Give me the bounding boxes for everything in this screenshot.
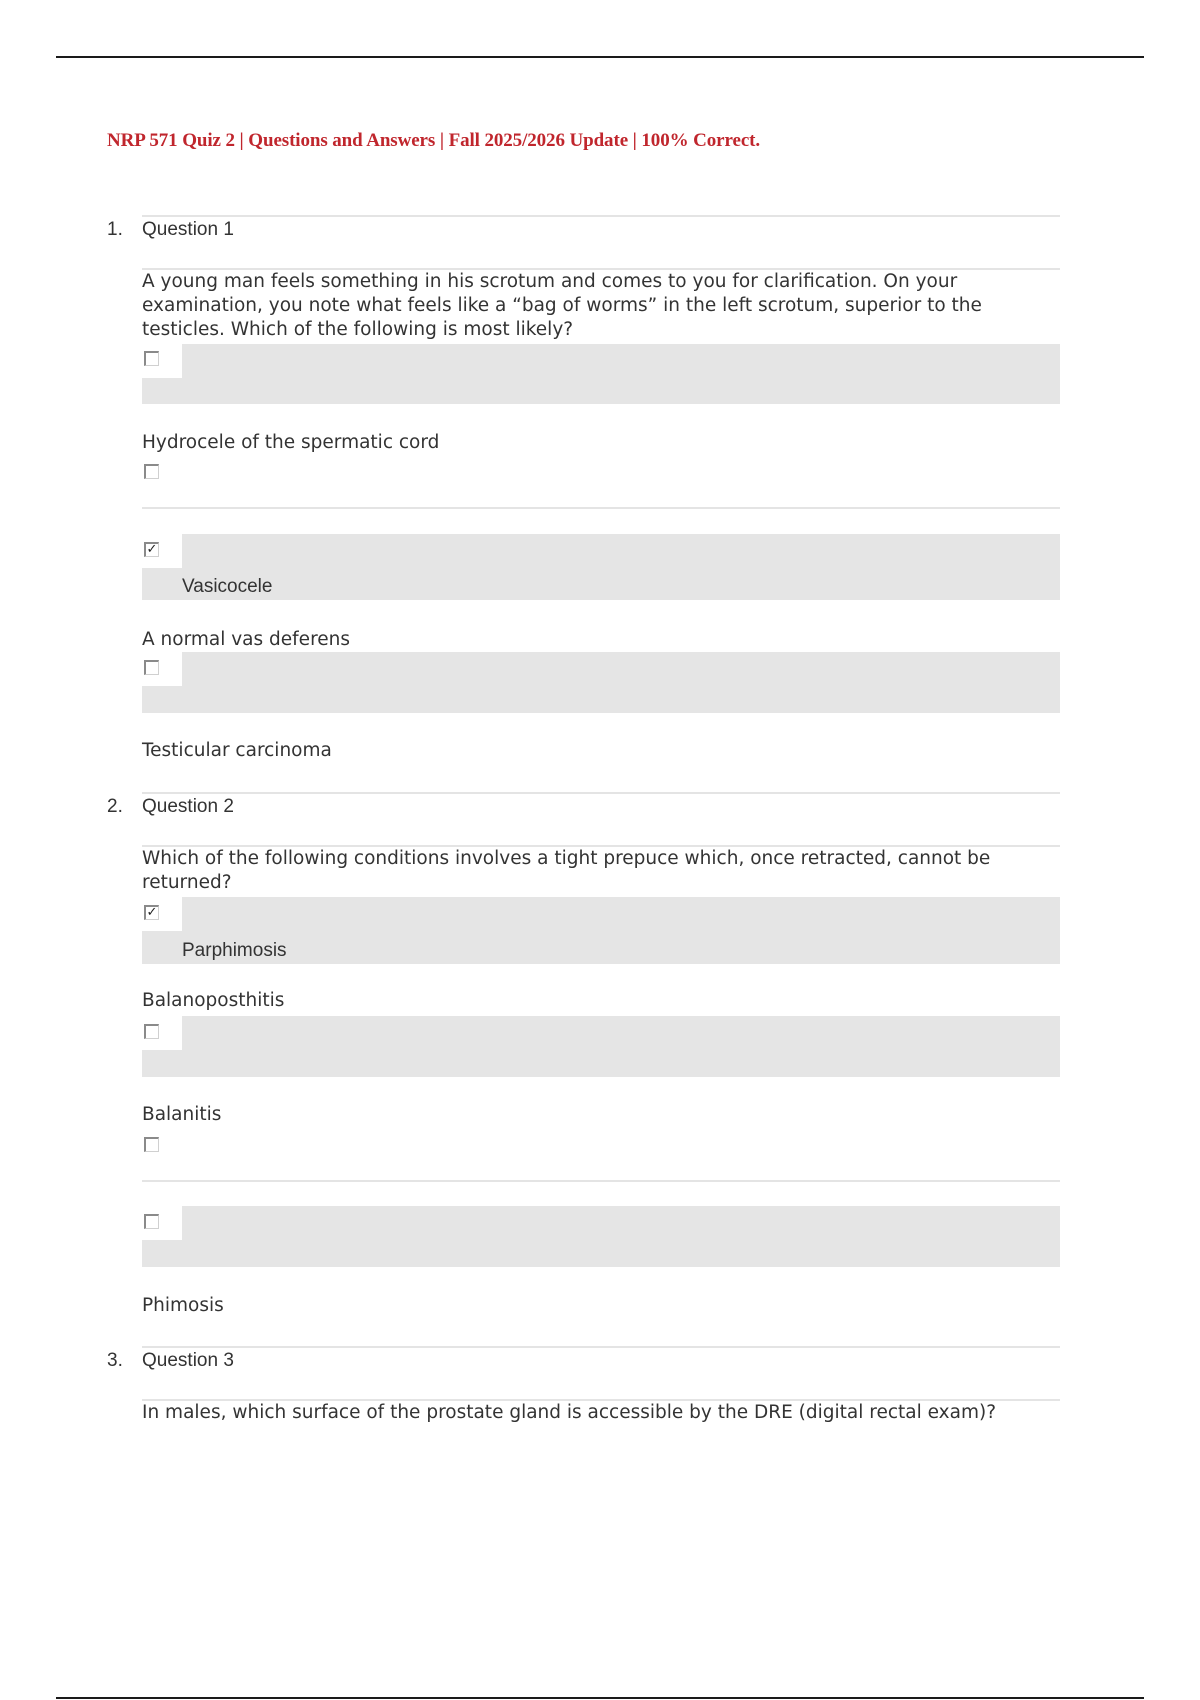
- option-divider: [142, 507, 1060, 509]
- option-band: [142, 652, 1060, 713]
- option-label: Hydrocele of the spermatic cord: [142, 432, 440, 453]
- option-label: Testicular carcinoma: [142, 740, 332, 761]
- option-checkbox-checked[interactable]: ✓: [144, 542, 159, 557]
- question-prompt: Which of the following conditions involves a tight prepuce which, once retracted, cannot be returned?: [142, 848, 991, 893]
- option-divider: [142, 1180, 1060, 1182]
- option-band-selected: [142, 534, 1060, 600]
- question-title: Question 1: [142, 219, 234, 240]
- document-title: NRP 571 Quiz 2 | Questions and Answers | Fall 2025/2026 Update | 100% Correct.: [107, 130, 761, 151]
- option-checkbox[interactable]: [144, 464, 159, 479]
- option-checkbox[interactable]: [144, 1214, 159, 1229]
- option-checkbox[interactable]: [144, 1137, 159, 1152]
- option-checkbox[interactable]: [144, 660, 159, 675]
- question-prompt: In males, which surface of the prostate gland is accessible by the DRE (digital rectal exam)?: [142, 1402, 997, 1423]
- question-title: Question 2: [142, 796, 234, 817]
- option-label: Phimosis: [142, 1295, 224, 1316]
- option-label: A normal vas deferens: [142, 629, 351, 650]
- page-top-rule: [56, 56, 1144, 58]
- question-divider: [142, 792, 1060, 794]
- option-band: [142, 1016, 1060, 1077]
- option-label-selected: Vasicocele: [182, 576, 273, 597]
- question-divider: [142, 215, 1060, 217]
- option-band: [142, 344, 1060, 404]
- question-number: 2.: [107, 796, 123, 817]
- option-label: Balanoposthitis: [142, 990, 285, 1011]
- option-checkbox[interactable]: [144, 351, 159, 366]
- option-label-selected: Parphimosis: [182, 940, 287, 961]
- option-checkbox[interactable]: [144, 1024, 159, 1039]
- question-number: 1.: [107, 219, 123, 240]
- question-title: Question 3: [142, 1350, 234, 1371]
- option-label: Balanitis: [142, 1104, 222, 1125]
- question-divider: [142, 1346, 1060, 1348]
- option-band: [142, 1206, 1060, 1267]
- question-prompt: A young man feels something in his scrotum and comes to you for clarification. On your examination, you note what feels like a “bag of worms” in the left scrotum, superior to the testicles. Which of the following is most likely?: [142, 271, 982, 340]
- option-checkbox-checked[interactable]: ✓: [144, 905, 159, 920]
- page-bottom-rule: [56, 1697, 1144, 1699]
- question-number: 3.: [107, 1350, 123, 1371]
